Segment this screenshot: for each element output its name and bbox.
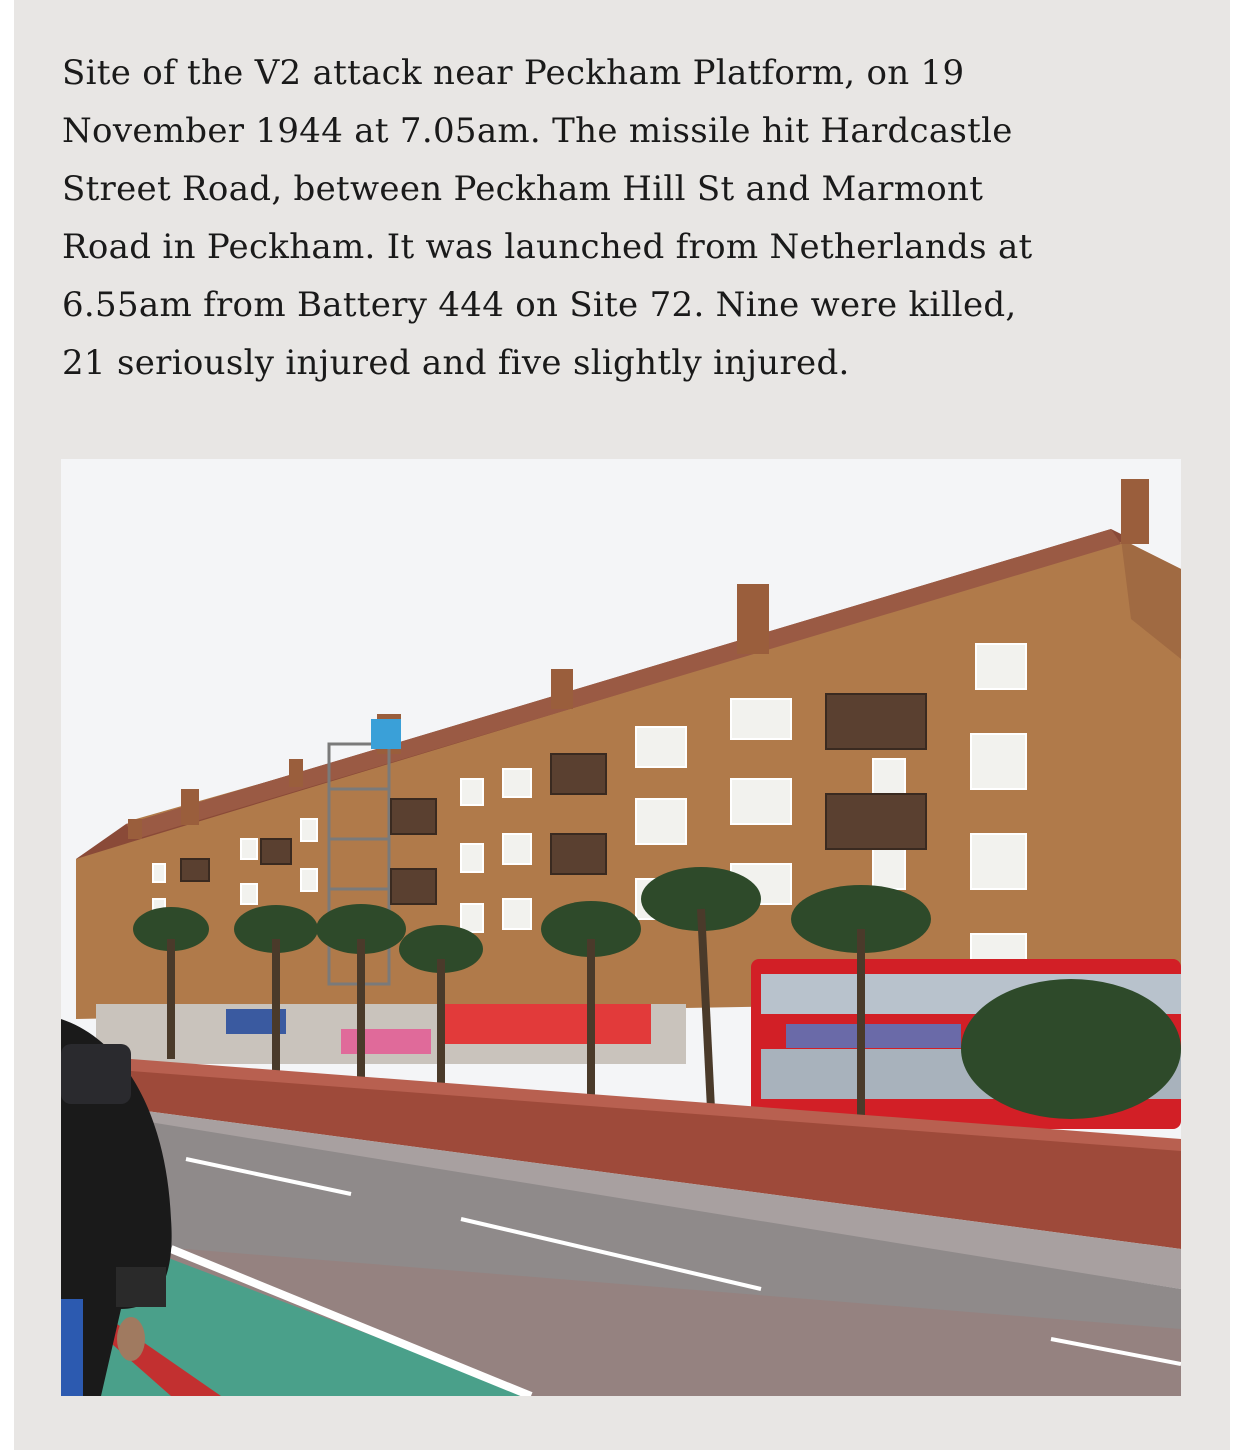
street-photo (61, 459, 1181, 1396)
page-panel (14, 0, 1230, 1450)
caption-text: Site of the V2 attack near Peckham Platform, on 19 November 1944 at 7.05am. The missile hit Hardcastle Street Road, between Peckham Hill St and Marmont Road in Peckham. It was launched from Netherlands at 6.55am from Battery 444 on Site 72. Nine were killed, 21 seriously injured and five slightly injured. (62, 53, 1033, 383)
street-photo-drawing (61, 459, 1181, 1396)
